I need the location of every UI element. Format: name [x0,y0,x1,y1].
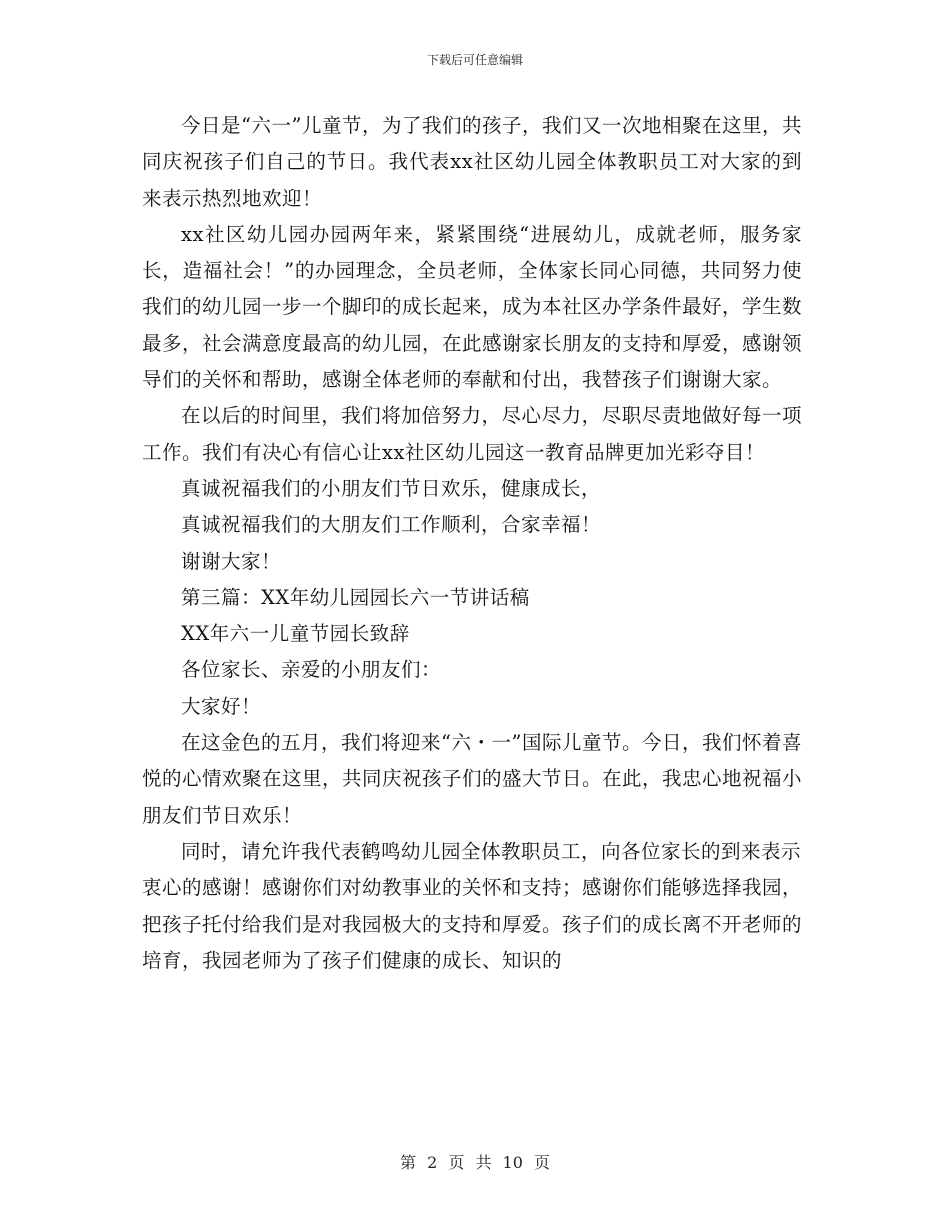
paragraph-1: 今日是“六一”儿童节，为了我们的孩子，我们又一次地相聚在这里，共同庆祝孩子们自己的节日。我代表xx社区幼儿园全体教职员工对大家的到来表示热烈地欢迎！ [142,114,802,210]
paragraph-2: xx社区幼儿园办园两年来，紧紧围绕“进展幼儿，成就老师，服务家长，造福社会！”的办园理念，全员老师，全体家长同心同德，共同努力使我们的幼儿园一步一个脚印的成长起来，成为本社区办学条件最好，学生数最多，社会满意度最高的幼儿园，在此感谢家长朋友的支持和厚爱，感谢领导们的关怀和帮助，感谢全体老师的奉献和付出，我替孩子们谢谢大家。 [142,222,803,392]
section-title: 第三篇：XX年幼儿园园长六一节讲话稿 [181,585,530,609]
greeting: 大家好！ [181,694,262,718]
salutation: 各位家长、亲爱的小朋友们： [181,658,442,682]
page-header-note: 下载后可任意编辑 [426,53,523,67]
paragraph-3: 在以后的时间里，我们将加倍努力，尽心尽力，尽职尽责地做好每一项工作。我们有决心有信心让xx社区幼儿园这一教育品牌更加光彩夺目！ [142,404,802,464]
page-number-footer: 第 2 页 共 10 页 [400,1153,550,1172]
speech-title: XX年六一儿童节园长致辞 [181,622,410,646]
paragraph-4: 真诚祝福我们的小朋友们节日欢乐，健康成长， [181,476,602,500]
paragraph-11: 在这金色的五月，我们将迎来“六・一”国际儿童节。今日，我们怀着喜悦的心情欢聚在这里，共同庆祝孩子们的盛大节日。在此，我忠心地祝福小朋友们节日欢乐！ [142,731,803,827]
paragraph-6: 谢谢大家！ [181,549,282,573]
paragraph-5: 真诚祝福我们的大朋友们工作顺利，合家幸福！ [181,513,602,537]
document-body [142,108,802,979]
paragraph-12: 同时，请允许我代表鹤鸣幼儿园全体教职员工，向各位家长的到来表示衷心的感谢！感谢你们对幼教事业的关怀和支持；感谢你们能够选择我园，把孩子托付给我们是对我园极大的支持和厚爱。孩子们的成长离不开老师的培育，我园老师为了孩子们健康的成长、知识的 [142,839,803,972]
